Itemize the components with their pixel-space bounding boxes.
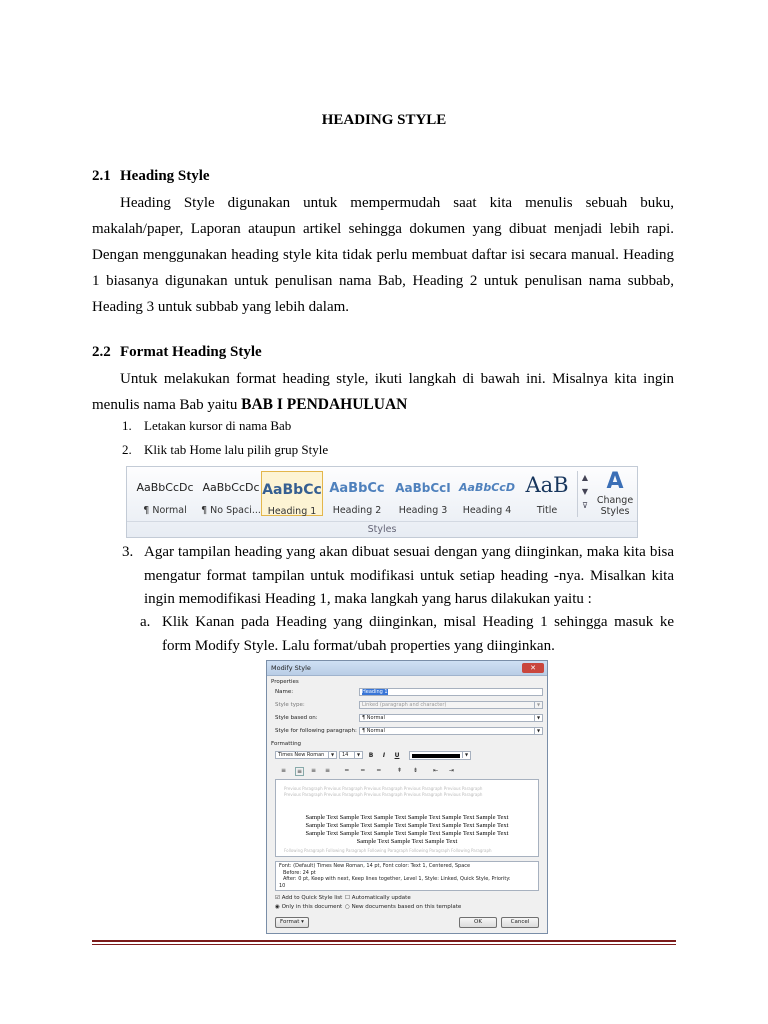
cancel-button[interactable]: Cancel [501,917,539,928]
radio-label: Only in this document [281,904,343,910]
style-label: Heading 3 [398,505,448,516]
style-label: Title [536,505,558,516]
footer-rule-thin [92,944,676,945]
description-line: After: 0 pt, Keep with next, Keep lines together, Level 1, Style: Linked, Quick Style, Priority: [283,876,511,882]
list-number: 1. [122,418,132,433]
list-number: a. [140,614,151,630]
new-documents-radio[interactable]: ○ New documents based on this template [345,904,462,910]
formatting-group-label: Formatting [271,741,302,747]
italic-button[interactable]: I [382,752,386,759]
style-normal[interactable] [133,471,197,516]
section-heading-2-2 [92,344,262,361]
ok-button[interactable]: OK [459,917,497,928]
increase-indent-icon[interactable]: ⇥ [449,767,455,774]
style-description [275,861,539,891]
align-right-icon[interactable]: ≡ [311,767,317,774]
style-label: Heading 2 [332,505,382,516]
align-left-icon[interactable]: ≡ [281,767,287,774]
based-on-select[interactable] [359,714,543,722]
bold-button[interactable]: B [368,752,374,759]
more-icon[interactable]: ⊽ [582,501,588,510]
list-item [122,418,642,434]
chevron-down-icon[interactable]: ▼ [581,487,589,496]
list-number: 3. [122,544,134,560]
font-value: Times New Roman [278,752,325,758]
style-type-value: Linked (paragraph and character) [362,702,447,708]
double-spacing-icon[interactable]: ═ [377,767,381,774]
auto-update-checkbox[interactable]: ☐ Automatically update [345,895,411,901]
style-label: Heading 1 [267,506,317,517]
style-label: ¶ Normal [143,505,187,516]
sample-text-line: Sample Text Sample Text Sample Text Sample Text Sample Text Sample Text [305,830,509,837]
close-icon[interactable]: ✕ [522,663,544,673]
space-before-icon[interactable]: ⇞ [397,767,403,774]
underline-button[interactable]: U [394,752,400,759]
checkbox-label: Add to Quick Style list [281,895,343,901]
name-value: Heading 1 [362,689,388,695]
footer-rule [92,940,676,942]
justify-icon[interactable]: ≡ [325,767,331,774]
style-title[interactable] [515,471,579,516]
single-spacing-icon[interactable]: ═ [345,767,349,774]
style-preview: AaBbCcDc [136,481,194,494]
style-preview: AaBbCcD [459,481,515,494]
description-line: Before: 24 pt [283,869,316,876]
style-heading-3[interactable] [391,471,455,516]
sample-text-line: Sample Text Sample Text Sample Text Sample Text Sample Text Sample Text [305,822,509,829]
paragraph-text: Untuk melakukan format heading style, ikuti langkah di bawah ini. Misalnya kita ingin menulis nama Bab yaitu [92,371,674,413]
list-text: Klik Kanan pada Heading yang diinginkan, misal Heading 1 sehingga masuk ke form Modify Style. Lalu format/ubah properties yang diinginkan. [162,614,674,654]
size-select[interactable] [339,751,363,759]
gallery-scroll[interactable] [577,471,592,517]
one-half-spacing-icon[interactable]: ═ [361,767,365,774]
modify-style-dialog [266,660,548,934]
based-on-label: Style based on: [275,715,318,721]
sample-text-line: Sample Text Sample Text Sample Text Sample Text Sample Text Sample Text [305,814,509,821]
style-preview: AaBbCc [329,481,385,496]
style-preview: AaBbCcDc [202,481,260,494]
section-title: Heading Style [120,168,210,184]
paragraph-toolbar [277,767,537,776]
section-number: 2.1 [92,168,111,184]
styles-group-label: Styles [127,521,637,538]
chevron-down-icon: ▼ [462,752,470,758]
list-text: Agar tampilan heading yang akan dibuat sesuai dengan yang diinginkan, maka kita bisa mengatur format tampilan untuk modifikasi untuk setiap heading -nya. Misalkan kita ingin memodifikasi Heading 1, maka langkah yang harus dilakukan yaitu : [144,544,674,607]
list-number: 2. [122,442,132,457]
styles-ribbon-screenshot [126,466,638,538]
following-select[interactable] [359,727,543,735]
style-preview: AaBbCcI [395,481,451,495]
decrease-indent-icon[interactable]: ⇤ [433,767,439,774]
radio-label: New documents based on this template [351,904,462,910]
section-paragraph-2-2 [92,366,674,418]
style-preview: AaBbCc [262,482,322,498]
section-heading-2-1 [92,168,210,185]
size-value: 14 [342,752,349,758]
style-no-spacing[interactable] [199,471,263,516]
add-quick-style-checkbox[interactable]: ☑ Add to Quick Style list [275,895,343,901]
style-type-select[interactable] [359,701,543,709]
change-styles-icon: A [606,469,624,494]
previous-paragraph-text: Previous Paragraph Previous Paragraph Previous Paragraph Previous Paragraph Previous Paragraph [284,786,483,791]
list-item [122,541,674,612]
checkbox-label: Automatically update [351,895,411,901]
chevron-down-icon: ▼ [534,715,542,721]
chevron-down-icon: ▼ [354,752,362,758]
font-color-select[interactable] [409,751,471,760]
previous-paragraph-text: Previous Paragraph Previous Paragraph Previous Paragraph Previous Paragraph Previous Paragraph [284,792,483,797]
color-swatch [412,754,460,758]
chevron-up-icon[interactable]: ▲ [581,473,589,482]
properties-group-label: Properties [271,679,299,685]
description-line: 10 [279,882,286,889]
following-label: Style for following paragraph: [275,728,357,734]
style-preview: AaB [525,473,569,497]
change-styles-label: Change Styles [596,495,634,517]
align-center-icon[interactable]: ≡ [297,768,303,775]
style-label: ¶ No Spaci... [201,505,261,516]
chevron-down-icon: ▼ [328,752,336,758]
following-value: ¶ Normal [362,728,385,734]
change-styles-button[interactable] [593,469,637,519]
sample-text-line: Sample Text Sample Text Sample Text [356,838,458,845]
section-paragraph-2-1 [92,190,674,320]
dialog-titlebar [267,661,547,676]
based-on-value: ¶ Normal [362,715,385,721]
chevron-down-icon: ▼ [534,728,542,734]
style-heading-2[interactable] [325,471,389,516]
list-text: Klik tab Home lalu pilih grup Style [144,442,329,457]
chevron-down-icon: ▼ [534,702,542,708]
font-select[interactable] [275,751,337,759]
list-text: Letakan kursor di nama Bab [144,418,292,433]
list-subitem [140,611,674,658]
style-label: Heading 4 [462,505,512,516]
style-preview-pane [275,779,539,857]
space-after-icon[interactable]: ⇟ [413,767,419,774]
style-heading-4[interactable] [455,471,519,516]
paragraph-text: Heading Style digunakan untuk mempermudah saat kita menulis sebuah buku, makalah/paper, Laporan ataupun artikel sehingga dokumen yang dibuat menjadi lebih rapi. Dengan menggunakan heading style kita tidak perlu membuat daftar isi secara manual. Heading 1 biasanya digunakan untuk penulisan nama Bab, Heading 2 untuk penulisan nama subbab, Heading 3 untuk subbab yang lebih dalam. [92,195,674,315]
list-item [122,442,642,458]
style-type-label: Style type: [275,702,305,708]
name-label: Name: [275,689,294,695]
only-document-radio[interactable]: ◉ Only in this document [275,904,343,910]
document-title: HEADING STYLE [321,112,447,128]
style-heading-1[interactable] [261,471,323,516]
following-paragraph-text: Following Paragraph Following Paragraph Following Paragraph Following Paragraph Following Paragraph [284,848,492,853]
name-input[interactable] [359,688,543,696]
section-number: 2.2 [92,344,111,360]
bold-chapter-name: BAB I PENDAHULUAN [241,396,408,413]
description-line: Font: (Default) Times New Roman, 14 pt, Font color: Text 1, Centered, Space [279,863,471,869]
section-title: Format Heading Style [120,344,262,360]
format-button[interactable]: Format ▾ [275,917,309,928]
dialog-title: Modify Style [271,664,311,672]
